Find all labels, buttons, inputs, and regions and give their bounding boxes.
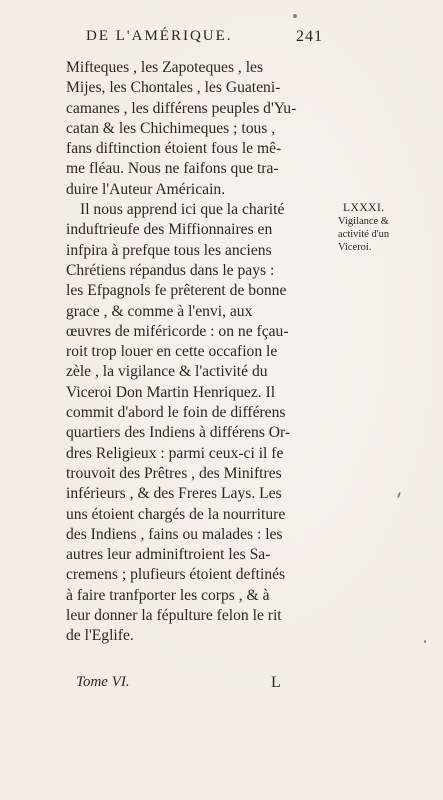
text-line: zèle , la vigilance & l'activité du	[66, 363, 268, 381]
page-number: 241	[296, 28, 323, 45]
text-line: catan & les Chichimeques ; tous ,	[66, 119, 276, 137]
text-line: grace , & comme à l'envi, aux	[66, 302, 253, 320]
text-line: inférieurs , & des Freres Lays. Les	[66, 485, 282, 503]
text-line: uns étoient chargés de la nourriture	[66, 505, 286, 523]
text-line: me fléau. Nous ne faifons que tra-	[66, 160, 279, 178]
text-line: Chrétiens répandus dans le pays :	[66, 261, 275, 279]
text-line: infpira à prefque tous les anciens	[66, 241, 272, 259]
margin-note	[338, 202, 408, 254]
text-line: leur donner la fépulture felon le rit	[66, 607, 282, 625]
text-line: camanes , les différens peuples d'Yu-	[66, 99, 297, 117]
text-line: Mifteques , les Zapoteques , les	[66, 59, 264, 76]
text-line: Viceroi Don Martin Henriquez. Il	[66, 383, 276, 401]
margin-note-line: Vigilance &	[338, 216, 389, 227]
text-line: de l'Eglife.	[66, 627, 134, 645]
text-line: dres Religieux : parmi ceux-ci il fe	[66, 444, 284, 462]
ink-spot	[397, 492, 401, 498]
text-line: trouvoit des Prêtres , des Miniftres	[66, 464, 282, 482]
text-line: à faire tranfporter les corps , & à	[66, 586, 270, 604]
margin-note-line: Viceroi.	[338, 242, 372, 253]
text-line: cremens ; plufieurs étoient deftinés	[66, 566, 286, 584]
text-line: commit d'abord le foin de différens	[66, 404, 286, 422]
text-line: quartiers des Indiens à différens Or-	[66, 424, 291, 442]
text-line: duire l'Auteur Américain.	[66, 180, 226, 198]
text-line: Il nous apprend ici que la charité	[80, 201, 285, 219]
margin-note-number: LXXXI.	[343, 202, 385, 214]
ink-spot	[293, 14, 297, 18]
signature-mark: L	[271, 674, 281, 691]
text-line: œuvres de miféricorde : on ne fçau-	[66, 322, 289, 340]
ink-spot	[424, 640, 426, 643]
text-line: Mijes, les Chontales , les Guateni-	[66, 79, 281, 97]
text-line: les Efpagnols fe prêterent de bonne	[66, 282, 287, 300]
text-line: fans diftinction étoient fous le mê-	[66, 140, 282, 158]
margin-note-line: activité d'un	[338, 229, 390, 240]
body-text	[66, 58, 336, 647]
text-line: autres leur adminiftroient les Sa-	[66, 546, 271, 564]
running-title: DE L'AMÉRIQUE.	[86, 28, 233, 44]
volume-label: Tome VI.	[76, 674, 130, 690]
text-line: des Indiens , fains ou malades : les	[66, 525, 283, 543]
text-line: roit trop louer en cette occafion le	[66, 343, 278, 361]
text-line: induftrieufe des Miffionnaires en	[66, 221, 273, 239]
